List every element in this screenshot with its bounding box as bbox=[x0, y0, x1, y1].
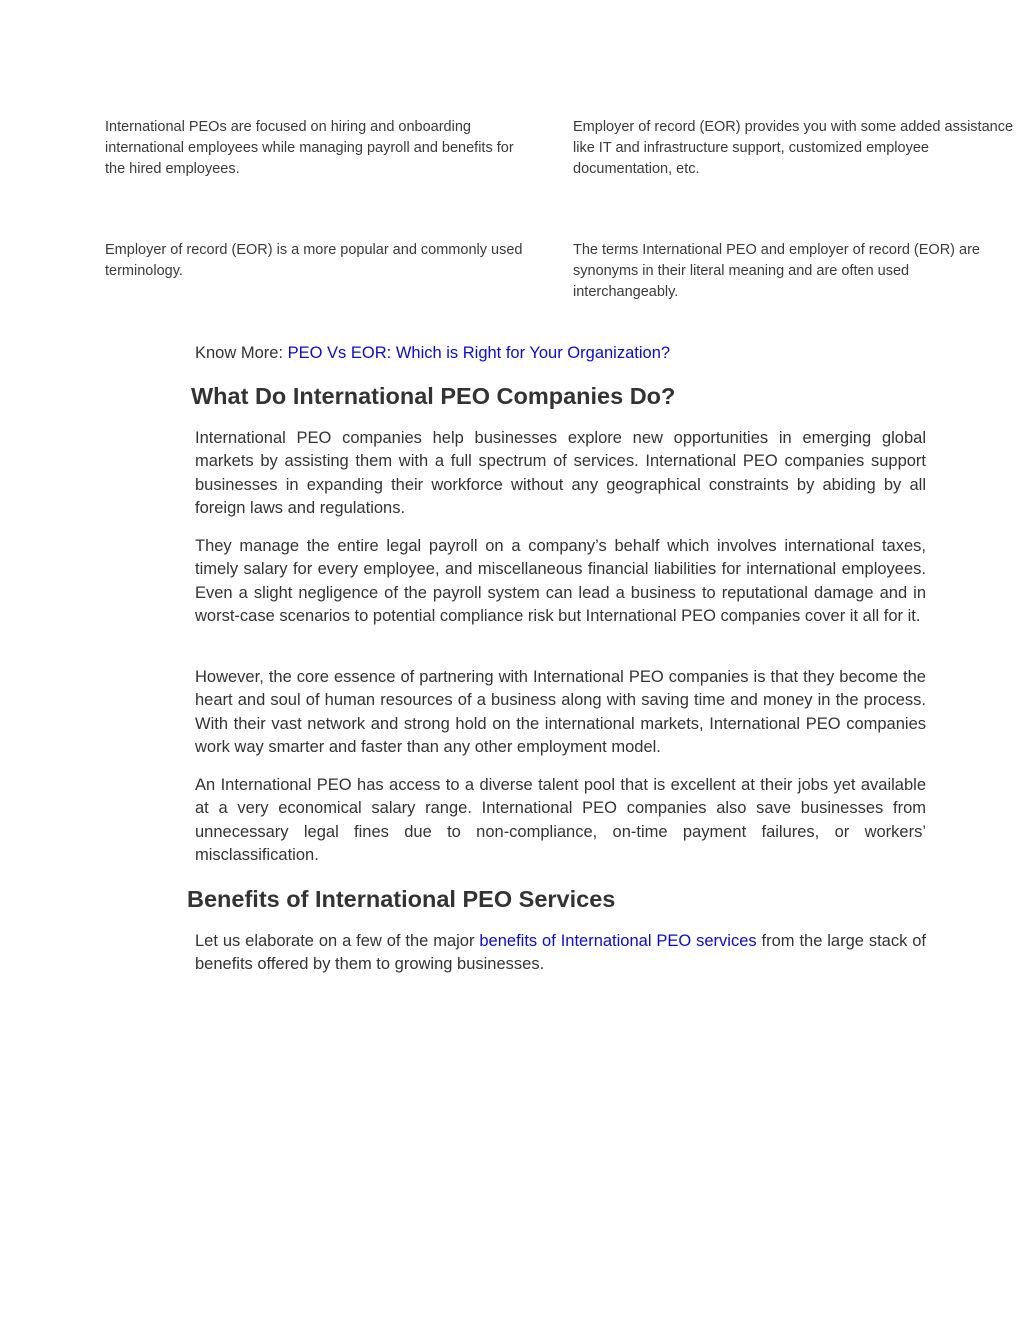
paragraph-benefits-intro bbox=[195, 930, 926, 977]
know-more-label: Know More: bbox=[195, 344, 288, 362]
paragraph-what-3: However, the core essence of partnering with International PEO companies is that they become the heart and soul of human resources of a business along with saving time and money in the process. With their vast network and strong hold on the international markets, International PEO companies work way smarter and faster than any other employment model. bbox=[195, 668, 926, 756]
comparison-cell-eor-assistance: Employer of record (EOR) provides you with some added assistance like IT and infrastructure support, customized employee documentation, etc. bbox=[573, 119, 1014, 177]
paragraph-what-2: They manage the entire legal payroll on a company’s behalf which involves international taxes, timely salary for every employee, and miscellaneous financial liabilities for international employees. Even a slight negligence of the payroll system can lead a business to reputational damage and in worst-case scenarios to potential compliance risk but International PEO companies cover it all for it. bbox=[195, 537, 926, 625]
paragraph-what-4: An International PEO has access to a diverse talent pool that is excellent at their jobs yet available at a very economical salary range. International PEO companies also save businesses from unnecessary legal fines due to non-compliance, on-time payment failures, or workers’ misclassification. bbox=[195, 776, 926, 864]
benefits-link[interactable]: benefits of International PEO services bbox=[479, 932, 757, 950]
know-more-line bbox=[195, 342, 670, 365]
benefits-intro-text-before: Let us elaborate on a few of the major bbox=[195, 932, 480, 950]
section-heading-benefits: Benefits of International PEO Services bbox=[187, 886, 616, 912]
comparison-cell-peo-focus: International PEOs are focused on hiring and onboarding international employees while managing payroll and benefits for the hired employees. bbox=[105, 119, 514, 177]
benefits-intro-text-after: from the large stack of benefits offered by them to growing businesses. bbox=[195, 932, 927, 974]
know-more-link[interactable]: PEO Vs EOR: Which is Right for Your Organization? bbox=[287, 344, 671, 362]
comparison-cell-synonyms: The terms International PEO and employer of record (EOR) are synonyms in their literal meaning and are often used interchangeably. bbox=[573, 242, 980, 300]
comparison-cell-eor-popularity: Employer of record (EOR) is a more popular and commonly used terminology. bbox=[105, 242, 523, 279]
section-heading-what: What Do International PEO Companies Do? bbox=[191, 383, 676, 409]
paragraph-what-1: International PEO companies help businesses explore new opportunities in emerging global markets by assisting them with a full spectrum of services. International PEO companies support businesses in expanding their workforce without any geographical constraints by abiding by all foreign laws and regulations. bbox=[195, 429, 926, 517]
